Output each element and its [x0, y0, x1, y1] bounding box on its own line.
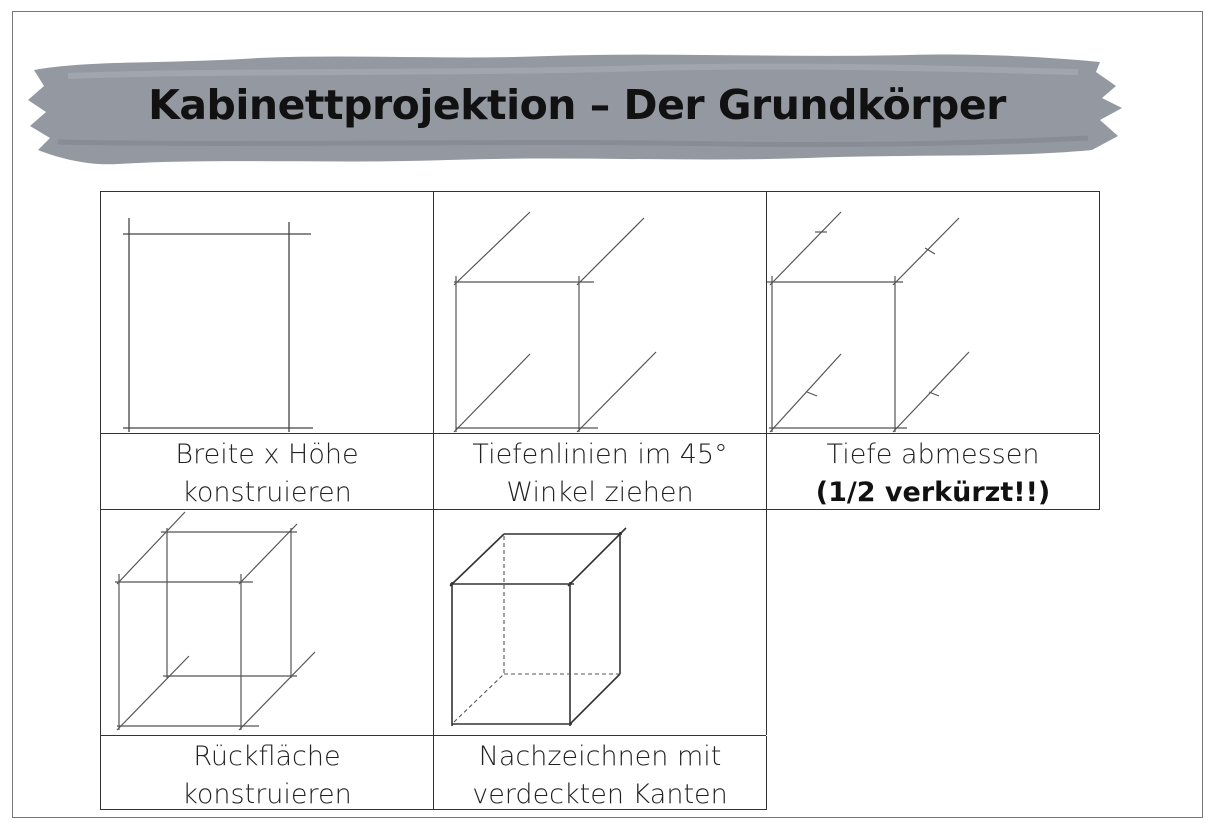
step-2-caption-line-2: Winkel ziehen: [506, 477, 694, 508]
step-4-sketch: [101, 510, 433, 735]
step-3-caption-line-1: Tiefe abmessen: [826, 439, 1040, 470]
step-3-caption-line-2: (1/2 verkürzt!!): [815, 477, 1051, 508]
step-1-caption-line-1: Breite x Höhe: [175, 439, 359, 470]
step-3-caption: [766, 434, 1100, 510]
step-3-sketch: [767, 192, 1099, 433]
step-5-sketch: [434, 510, 766, 735]
step-4-caption-line-1: Rückfläche: [193, 741, 341, 772]
step-1-sketch: [101, 192, 433, 433]
step-4-caption-line-2: konstruieren: [182, 779, 352, 810]
step-2-caption-line-1: Tiefenlinien im 45°: [472, 439, 728, 470]
grid-right-border-row1: [1099, 191, 1100, 433]
step-5-caption: [433, 736, 767, 810]
step-5-caption-line-1: Nachzeichnen mit: [478, 741, 722, 772]
step-1-caption: [100, 434, 434, 510]
step-5-caption-line-2: verdeckten Kanten: [472, 779, 728, 810]
step-2-caption: [433, 434, 767, 510]
step-2-sketch: [434, 192, 766, 433]
grid-divider-2-row2: [766, 509, 767, 735]
step-4-caption: [100, 736, 434, 810]
step-1-caption-line-2: konstruieren: [182, 477, 352, 508]
page-title: Kabinettprojektion – Der Grundkörper: [148, 81, 1006, 129]
